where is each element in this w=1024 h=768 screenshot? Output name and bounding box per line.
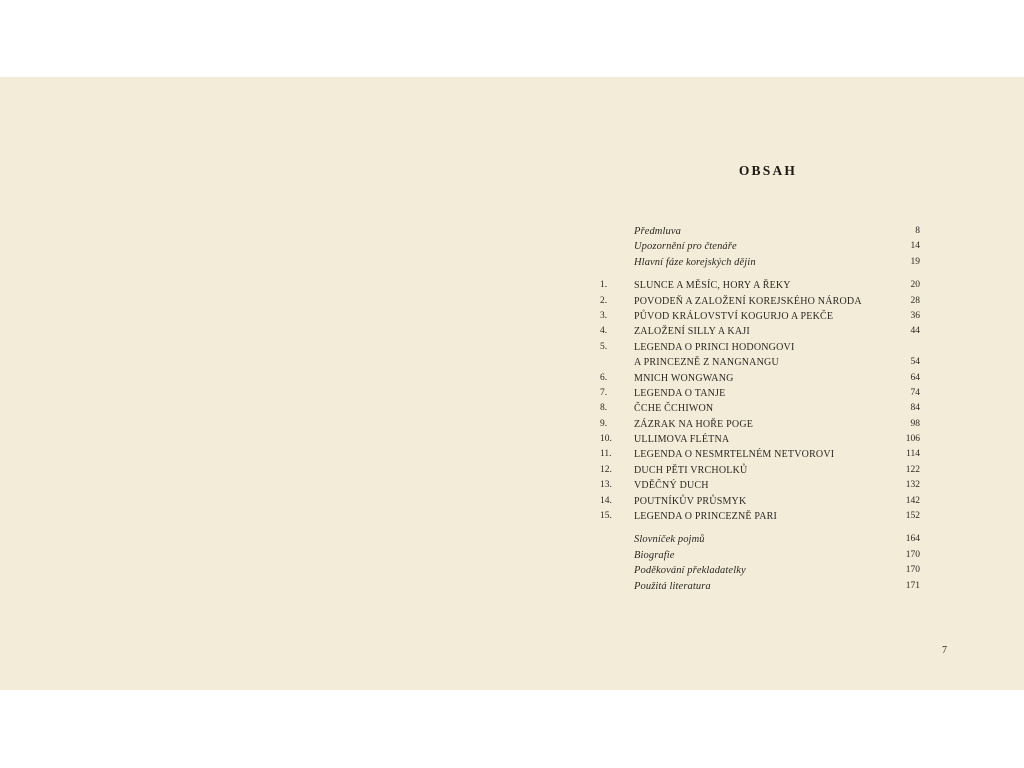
section-gap bbox=[600, 270, 920, 278]
toc-item-label: Použitá literatura bbox=[634, 580, 711, 592]
chapter-title: POUTNÍKŮV PRŮSMYK bbox=[634, 495, 747, 507]
toc-item-page: 170 bbox=[905, 565, 920, 576]
toc-back-item bbox=[600, 532, 920, 547]
chapter-number: 15. bbox=[600, 511, 612, 522]
toc-item-label: Předmluva bbox=[634, 226, 681, 237]
chapter-title: VDĚČNÝ DUCH bbox=[634, 480, 709, 492]
chapter-number: 13. bbox=[600, 480, 612, 491]
toc-chapter-item bbox=[600, 447, 920, 462]
section-gap bbox=[600, 524, 920, 532]
table-of-contents bbox=[600, 224, 920, 594]
toc-item-page: 170 bbox=[905, 549, 920, 560]
chapter-page: 106 bbox=[905, 434, 920, 445]
toc-item-page: 19 bbox=[910, 256, 920, 267]
chapter-page: 84 bbox=[910, 403, 920, 414]
chapter-number: 12. bbox=[600, 464, 612, 475]
chapter-number: 9. bbox=[600, 418, 608, 429]
toc-back-item bbox=[600, 548, 920, 563]
toc-chapter-item bbox=[600, 309, 920, 324]
chapter-number: 8. bbox=[600, 403, 608, 414]
toc-item-label: Upozornění pro čtenáře bbox=[634, 241, 737, 253]
toc-chapter-item bbox=[600, 294, 920, 309]
toc-chapter-item bbox=[600, 417, 920, 432]
book-spread bbox=[0, 77, 1024, 690]
toc-chapter-item bbox=[600, 324, 920, 339]
chapter-number: 4. bbox=[600, 326, 608, 337]
toc-item-label: Hlavní fáze korejských dějin bbox=[634, 256, 756, 268]
chapter-page: 74 bbox=[910, 387, 920, 398]
chapter-page: 114 bbox=[906, 449, 920, 460]
toc-back-item bbox=[600, 579, 920, 594]
chapter-title-continued: A PRINCEZNĚ Z NANGNANGU bbox=[634, 357, 779, 369]
chapter-page: 142 bbox=[905, 495, 920, 506]
chapter-title: ČCHE ČCHIWON bbox=[634, 403, 714, 415]
chapter-number: 1. bbox=[600, 280, 608, 291]
chapter-page: 64 bbox=[910, 372, 920, 383]
chapter-title: MNICH WONGWANG bbox=[634, 372, 734, 384]
toc-front-item bbox=[600, 239, 920, 254]
toc-item-label: Biografie bbox=[634, 549, 675, 561]
toc-chapter-item bbox=[600, 401, 920, 416]
chapter-title: DUCH PĚTI VRCHOLKŮ bbox=[634, 464, 748, 476]
chapter-title: LEGENDA O PRINCI HODONGOVI bbox=[634, 341, 795, 353]
chapter-title: ZALOŽENÍ SILLY A KAJI bbox=[634, 326, 750, 338]
chapter-page: 54 bbox=[910, 357, 920, 368]
toc-chapter-item bbox=[600, 478, 920, 493]
chapter-page: 44 bbox=[910, 326, 920, 337]
chapter-page: 132 bbox=[905, 480, 920, 491]
chapter-page: 36 bbox=[910, 310, 920, 321]
toc-item-label: Poděkování překladatelky bbox=[634, 565, 746, 577]
toc-front-item bbox=[600, 255, 920, 270]
chapter-number: 10. bbox=[600, 434, 612, 445]
toc-item-page: 14 bbox=[910, 241, 920, 252]
toc-item-page: 8 bbox=[915, 226, 920, 236]
toc-item-page: 164 bbox=[905, 534, 920, 545]
chapter-number: 14. bbox=[600, 495, 612, 506]
toc-chapter-item bbox=[600, 386, 920, 401]
toc-chapter-item bbox=[600, 463, 920, 478]
toc-item-label: Slovníček pojmů bbox=[634, 534, 705, 546]
chapter-title: ULLIMOVA FLÉTNA bbox=[634, 434, 730, 446]
left-page bbox=[0, 77, 512, 690]
right-page bbox=[512, 77, 1024, 690]
toc-chapter-item bbox=[600, 494, 920, 509]
toc-chapter-item bbox=[600, 509, 920, 524]
chapter-title: LEGENDA O TANJE bbox=[634, 387, 726, 399]
chapter-number: 5. bbox=[600, 341, 608, 352]
chapter-page: 20 bbox=[910, 280, 920, 291]
page-number: 7 bbox=[942, 645, 947, 656]
chapter-number: 11. bbox=[600, 449, 612, 460]
toc-chapter-item bbox=[600, 432, 920, 447]
chapter-number: 3. bbox=[600, 310, 608, 321]
page-title: OBSAH bbox=[738, 163, 798, 178]
chapter-title: LEGENDA O NESMRTELNÉM NETVOROVI bbox=[634, 449, 835, 461]
chapter-title: SLUNCE A MĚSÍC, HORY A ŘEKY bbox=[634, 280, 791, 292]
toc-back-item bbox=[600, 563, 920, 578]
chapter-number: 7. bbox=[600, 387, 608, 398]
toc-item-page: 171 bbox=[905, 580, 920, 591]
chapter-title: LEGENDA O PRINCEZNĚ PARI bbox=[634, 511, 778, 523]
toc-front-item bbox=[600, 224, 920, 239]
chapter-title: PŮVOD KRÁLOVSTVÍ KOGURJO A PEKČE bbox=[634, 310, 834, 322]
chapter-title: POVODEŇ A ZALOŽENÍ KOREJSKÉHO NÁRODA bbox=[634, 295, 862, 307]
toc-chapter-item bbox=[600, 340, 920, 371]
chapter-number: 6. bbox=[600, 372, 608, 383]
chapter-page: 122 bbox=[905, 464, 920, 475]
toc-chapter-item bbox=[600, 371, 920, 386]
chapter-page: 28 bbox=[910, 295, 920, 306]
toc-chapter-item bbox=[600, 278, 920, 293]
chapter-page: 98 bbox=[910, 418, 920, 429]
chapter-title: ZÁZRAK NA HOŘE POGE bbox=[634, 418, 754, 430]
chapter-page: 152 bbox=[905, 511, 920, 522]
chapter-number: 2. bbox=[600, 295, 608, 306]
